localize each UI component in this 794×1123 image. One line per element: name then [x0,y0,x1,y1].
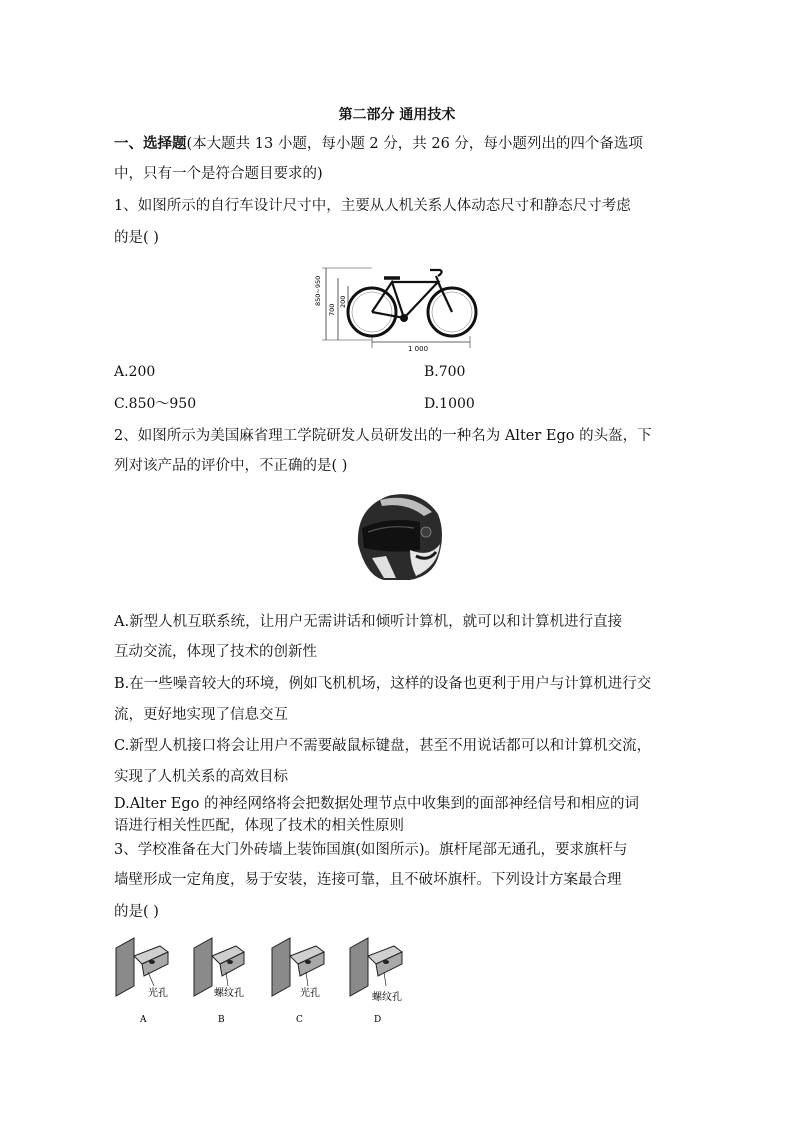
bracket-d [350,938,402,1025]
bracket-a-letter: A [140,1015,147,1025]
q2-option-c-line1: C.新型人机接口将会让用户不需要敲鼠标键盘，甚至不用说话都可以和计算机交流， [114,738,652,754]
section-desc-2: 中，只有一个是符合题目要求的) [114,166,323,182]
bracket-c-hole-label: 光孔 [300,988,320,999]
q2-stem-line1: 2、如图所示为美国麻省理工学院研发人员研发出的一种名为 Alter Ego 的头盔，下 [114,428,652,444]
section-desc-1: (本大题共 13 小题，每小题 2 分，共 26 分，每小题列出的四个备选项 [186,136,643,152]
q3-stem-line3: 的是( ) [114,904,159,920]
q1-stem-line2: 的是( ) [114,230,159,246]
bracket-a [116,938,168,1025]
q1-option-b: B.700 [424,364,466,380]
q2-option-b-line2: 流，更好地实现了信息交互 [114,707,288,723]
q3-stem-line1: 3、学校准备在大门外砖墙上装饰国旗(如图所示)。旗杆尾部无通孔，要求旗杆与 [114,842,628,858]
section-heading: 一、选择题 [114,135,187,152]
helmet-visor [362,520,420,552]
q1-option-d: D.1000 [424,396,475,412]
bracket-d-letter: D [374,1015,382,1025]
q2-option-d-line1: D.Alter Ego 的神经网络将会把数据处理节点中收集到的面部神经信号和相应的词 [114,796,639,812]
q2-stem-line2: 列对该产品的评价中，不正确的是( ) [114,458,348,474]
bracket-b [194,938,244,1025]
dim-label-1000: 1 000 [408,345,429,352]
q1-option-c: C.850～950 [114,396,197,412]
bracket-c-letter: C [296,1015,303,1025]
dim-label-outer: 850~950 [314,275,322,306]
bicycle-figure [312,256,482,352]
helmet-figure [350,488,446,586]
q2-option-b-line1: B.在一些噪音较大的环境，例如飞机机场，这样的设备也更利于用户与计算机进行交 [114,676,652,692]
dim-label-700: 700 [328,303,336,316]
q2-option-c-line2: 实现了人机关系的高效目标 [114,769,288,785]
bracket-b-hole-label: 螺纹孔 [214,988,244,999]
q3-stem-line2: 墙壁形成一定角度，易于安装，连接可靠，且不破坏旗杆。下列设计方案最合理 [114,872,622,888]
bracket-c [272,938,324,1025]
dim-label-200: 200 [339,295,347,308]
q2-option-d-line2: 语进行相关性匹配，体现了技术的相关性原则 [114,818,404,834]
bracket-a-hole-label: 光孔 [148,988,168,999]
q1-option-a: A.200 [114,364,156,380]
q2-option-a-line1: A.新型人机互联系统，让用户无需讲话和倾听计算机，就可以和计算机进行直接 [114,614,623,630]
q2-option-a-line2: 互动交流，体现了技术的创新性 [114,644,317,660]
bracket-d-hole-label: 螺纹孔 [372,992,402,1003]
bracket-b-letter: B [218,1015,225,1025]
q1-stem-line1: 1、如图所示的自行车设计尺寸中，主要从人机关系人体动态尺寸和静态尺寸考虑 [114,198,631,214]
page-title: 第二部分 通用技术 [338,107,456,123]
bracket-figures [110,934,430,1026]
section-heading-line [114,134,694,154]
